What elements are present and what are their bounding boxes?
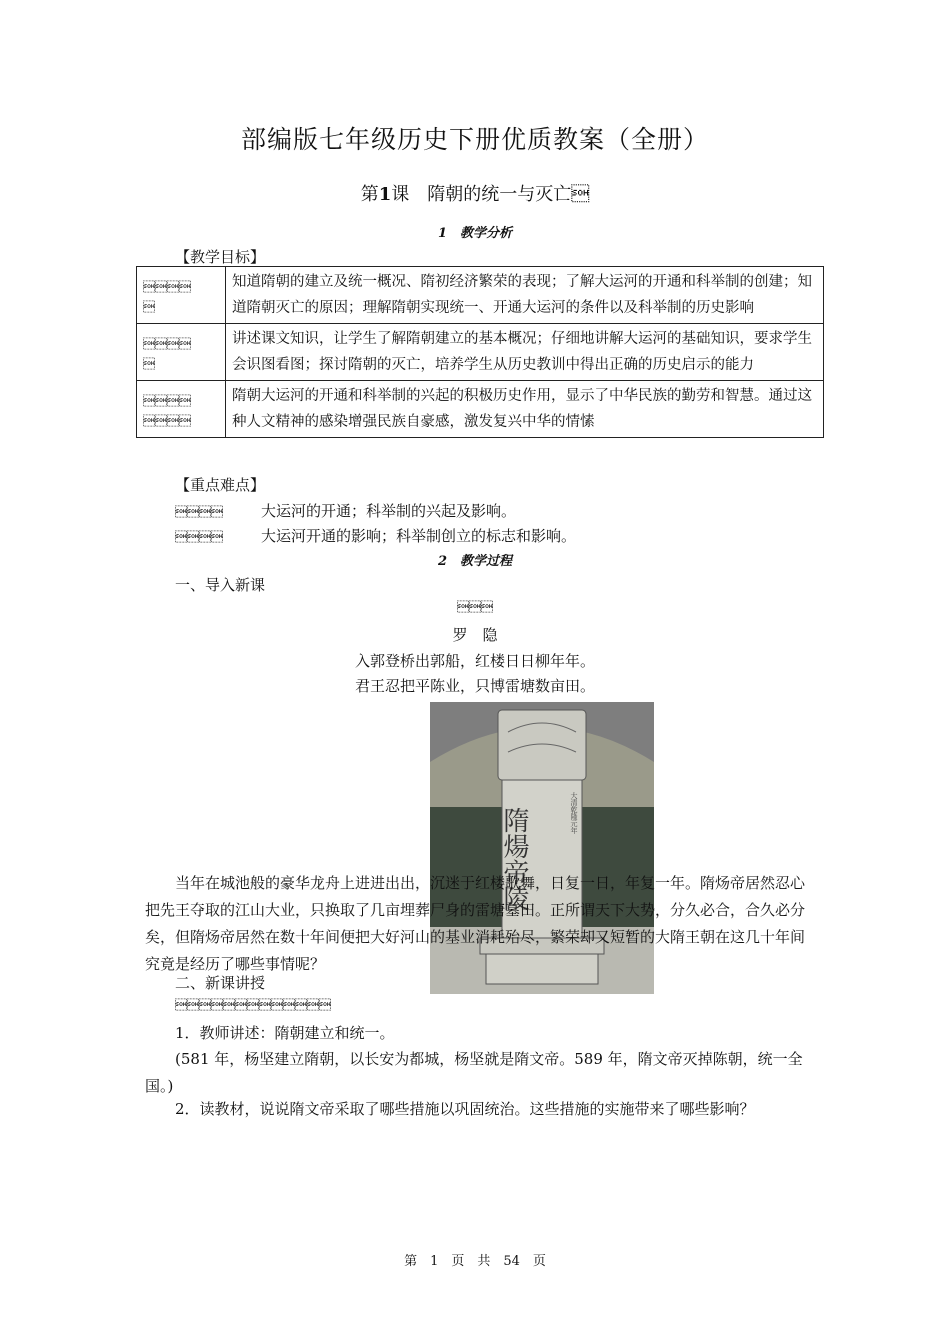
poem-line: 入郭登桥出郭船，红楼日日柳年年。 — [354, 652, 595, 670]
goals-row — [137, 381, 824, 438]
key-point-row — [175, 525, 576, 546]
goals-row-text: 讲述课文知识，让学生了解隋朝建立的基本概况；仔细地讲解大运河的基础知识，要求学生会识图看图；探讨隋朝的灭亡，培养学生从历史教训中得出正确的历史启示的能力 — [226, 324, 824, 381]
poem-title:  — [457, 600, 493, 614]
goals-key-text:   — [143, 280, 191, 314]
lesson-title: 课 隋朝的统一与灭亡 — [391, 184, 590, 205]
teaching-item-1: 1．教师讲述：隋朝建立和统一。 — [175, 1024, 395, 1042]
section-heading-process: 2 教学过程 — [437, 554, 513, 569]
goals-row — [137, 324, 824, 381]
key-point-key:  — [175, 505, 223, 519]
goals-row-key — [137, 324, 226, 381]
goals-table — [136, 266, 824, 438]
section-heading-analysis: 1 教学分析 — [437, 226, 513, 241]
goals-row — [137, 267, 824, 324]
key-point-text: 大运河开通的影响；科举制创立的标志和影响。 — [261, 527, 577, 545]
lesson-number: 1 — [378, 184, 392, 205]
stele-main-text: 隋煬帝陵 — [499, 807, 529, 911]
teaching-item-2: 2．读教材，说说隋文帝采取了哪些措施以巩固统治。这些措施的实施带来了哪些影响？ — [175, 1100, 755, 1118]
intro-heading: 一、导入新课 — [175, 576, 266, 594]
page-footer: 第 1 页 共 54 页 — [404, 1254, 546, 1269]
intro-paragraph: 当年在城池般的豪华龙舟上进进出出，沉迷于红楼歌舞，日复一日，年复一年。隋炀帝居然忍心把先王夺取的江山大业，只换取了几亩埋葬尸身的雷塘墓田。正所谓天下大势，分久必合，合久必分矣，但隋炀帝居然在数十年间便把大好河山的基业消耗殆尽，繁荣却又短暂的大隋王朝在这几十年间究竟是经历了哪些事情呢？ — [145, 874, 806, 973]
goals-key-text:   — [143, 337, 191, 371]
key-point-row — [175, 500, 516, 521]
goals-row-key — [137, 381, 226, 438]
garbled-subheading:  — [175, 998, 331, 1012]
goals-label: 【教学目标】 — [175, 248, 266, 266]
poem-author: 罗 隐 — [452, 626, 498, 644]
lesson-prefix: 第 — [360, 184, 379, 205]
poem-line: 君王忍把平陈业，只博雷塘数亩田。 — [354, 677, 595, 695]
goals-key-text:   — [143, 394, 191, 428]
new-lesson-heading: 二、新课讲授 — [175, 974, 266, 992]
key-points-label: 【重点难点】 — [175, 476, 266, 494]
goals-row-text: 知道隋朝的建立及统一概况、隋初经济繁荣的表现；了解大运河的开通和科举制的创建；知道隋朝灭亡的原因；理解隋朝实现统一、开通大运河的条件以及科举制的历史影响 — [226, 267, 824, 324]
document-title: 部编版七年级历史下册优质教案（全册） — [240, 125, 709, 154]
lesson-heading — [0, 180, 950, 206]
stele-side-text: 大清乾隆元年 — [570, 792, 578, 834]
goals-row-key — [137, 267, 226, 324]
goals-row-text: 隋朝大运河的开通和科举制的兴起的积极历史作用，显示了中华民族的勤劳和智慧。通过这种人文精神的感染增强民族自豪感，激发复兴中华的情愫 — [226, 381, 824, 438]
key-point-key:  — [175, 530, 223, 544]
teaching-item-1-note: (581 年，杨坚建立隋朝，以长安为都城，杨坚就是隋文帝。589 年，隋文帝灭掉陈朝，统一全国。) — [145, 1050, 803, 1095]
key-point-text: 大运河的开通；科举制的兴起及影响。 — [261, 502, 517, 520]
